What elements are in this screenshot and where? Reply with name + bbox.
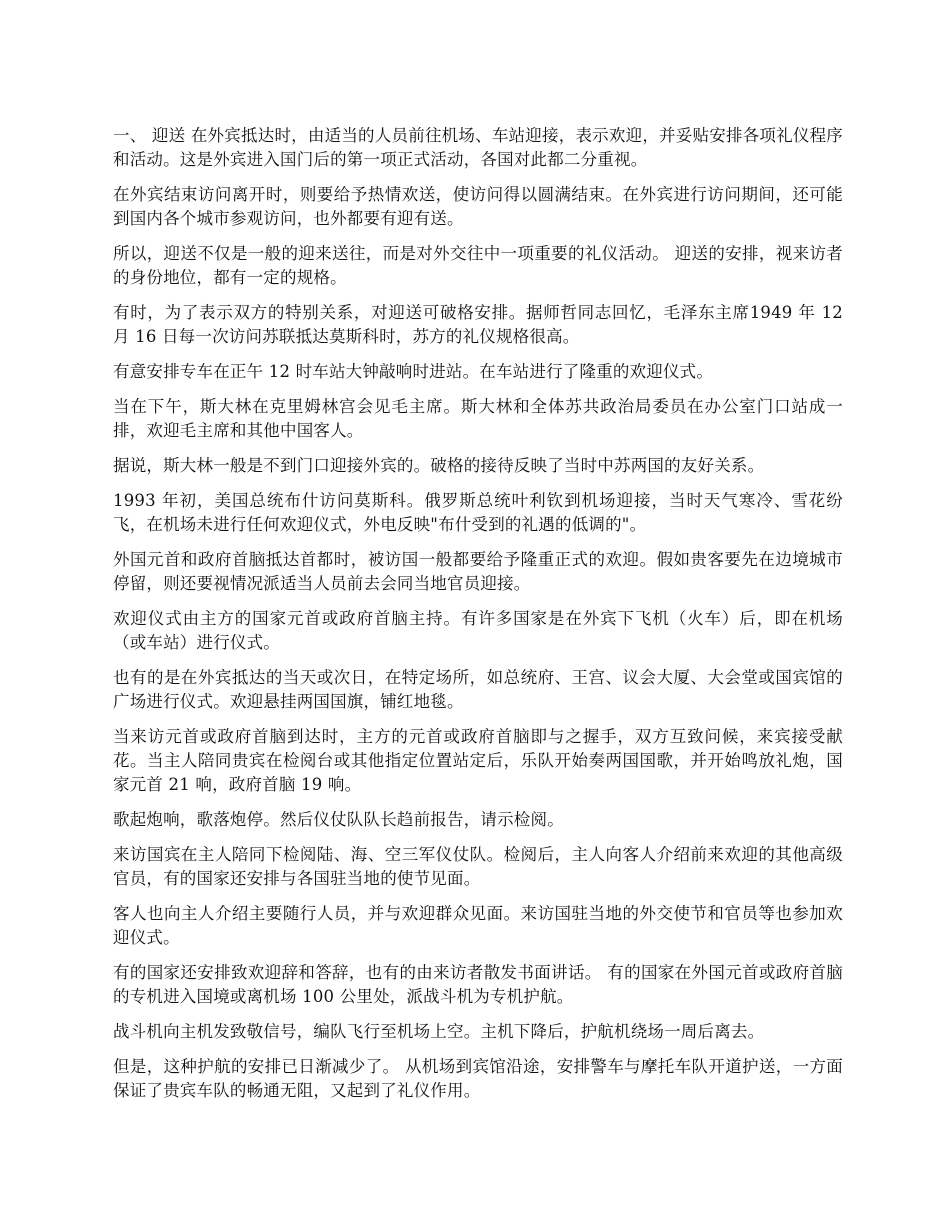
paragraph: 来访国宾在主人陪同下检阅陆、海、空三军仪仗队。检阅后，主人向客人介绍前来欢迎的其他高级官员，有的国家还安排与各国驻当地的使节见面。 — [113, 845, 843, 888]
paragraph: 当来访元首或政府首脑到达时，主方的元首或政府首脑即与之握手，双方互致问候，来宾接受献花。当主人陪同贵宾在检阅台或其他指定位置站定后，乐队开始奏两国国歌，并开始鸣放礼炮，国家元首 21 响，政府首脑 19 响。 — [113, 727, 843, 794]
paragraph: 客人也向主人介绍主要随行人员，并与欢迎群众见面。来访国驻当地的外交使节和官员等也参加欢迎仪式。 — [113, 904, 843, 947]
paragraph: 有的国家还安排致欢迎辞和答辞，也有的由来访者散发书面讲话。 有的国家在外国元首或政府首脑的专机进入国境或离机场 100 公里处，派战斗机为专机护航。 — [113, 963, 843, 1006]
paragraph: 在外宾结束访问离开时，则要给予热情欢送，使访问得以圆满结束。在外宾进行访问期间，还可能到国内各个城市参观访问，也外都要有迎有送。 — [113, 185, 843, 228]
paragraph: 外国元首和政府首脑抵达首都时，被访国一般都要给予隆重正式的欢迎。假如贵客要先在边境城市停留，则还要视情况派适当人员前去会同当地官员迎接。 — [113, 550, 843, 593]
paragraph: 欢迎仪式由主方的国家元首或政府首脑主持。有许多国家是在外宾下飞机（火车）后，即在机场（或车站）进行仪式。 — [113, 609, 843, 652]
paragraph: 当在下午，斯大林在克里姆林宫会见毛主席。斯大林和全体苏共政治局委员在办公室门口站成一排，欢迎毛主席和其他中国客人。 — [113, 397, 843, 440]
paragraph: 所以，迎送不仅是一般的迎来送往，而是对外交往中一项重要的礼仪活动。 迎送的安排，视来访者的身份地位，都有一定的规格。 — [113, 244, 843, 287]
paragraph: 一、 迎送 在外宾抵达时，由适当的人员前往机场、车站迎接，表示欢迎，并妥贴安排各项礼仪程序和活动。这是外宾进入国门后的第一项正式活动，各国对此都二分重视。 — [113, 126, 843, 169]
paragraph: 也有的是在外宾抵达的当天或次日，在特定场所，如总统府、王宫、议会大厦、大会堂或国宾馆的广场进行仪式。欢迎悬挂两国国旗，铺红地毯。 — [113, 668, 843, 711]
paragraph: 据说，斯大林一般是不到门口迎接外宾的。破格的接待反映了当时中苏两国的友好关系。 — [113, 456, 765, 475]
paragraph: 1993 年初，美国总统布什访问莫斯科。俄罗斯总统叶利钦到机场迎接，当时天气寒冷、雪花纷飞，在机场未进行任何欢迎仪式，外电反映"布什受到的礼遇的低调的"。 — [113, 491, 843, 534]
paragraph: 但是，这种护航的安排已日渐减少了。 从机场到宾馆沿途，安排警车与摩托车队开道护送，一方面保证了贵宾车队的畅通无阻，又起到了礼仪作用。 — [113, 1057, 843, 1100]
paragraph: 有时，为了表示双方的特别关系，对迎送可破格安排。据师哲同志回忆，毛泽东主席1949 年 12 月 16 日每一次访问苏联抵达莫斯科时，苏方的礼仪规格很高。 — [113, 303, 843, 346]
paragraph: 有意安排专车在正午 12 时车站大钟敲响时进站。在车站进行了隆重的欢迎仪式。 — [113, 362, 714, 381]
paragraph: 战斗机向主机发致敬信号，编队飞行至机场上空。主机下降后，护航机绕场一周后离去。 — [113, 1022, 765, 1041]
document-body — [113, 124, 843, 1114]
paragraph: 歌起炮响，歌落炮停。然后仪仗队队长趋前报告，请示检阅。 — [113, 810, 564, 829]
